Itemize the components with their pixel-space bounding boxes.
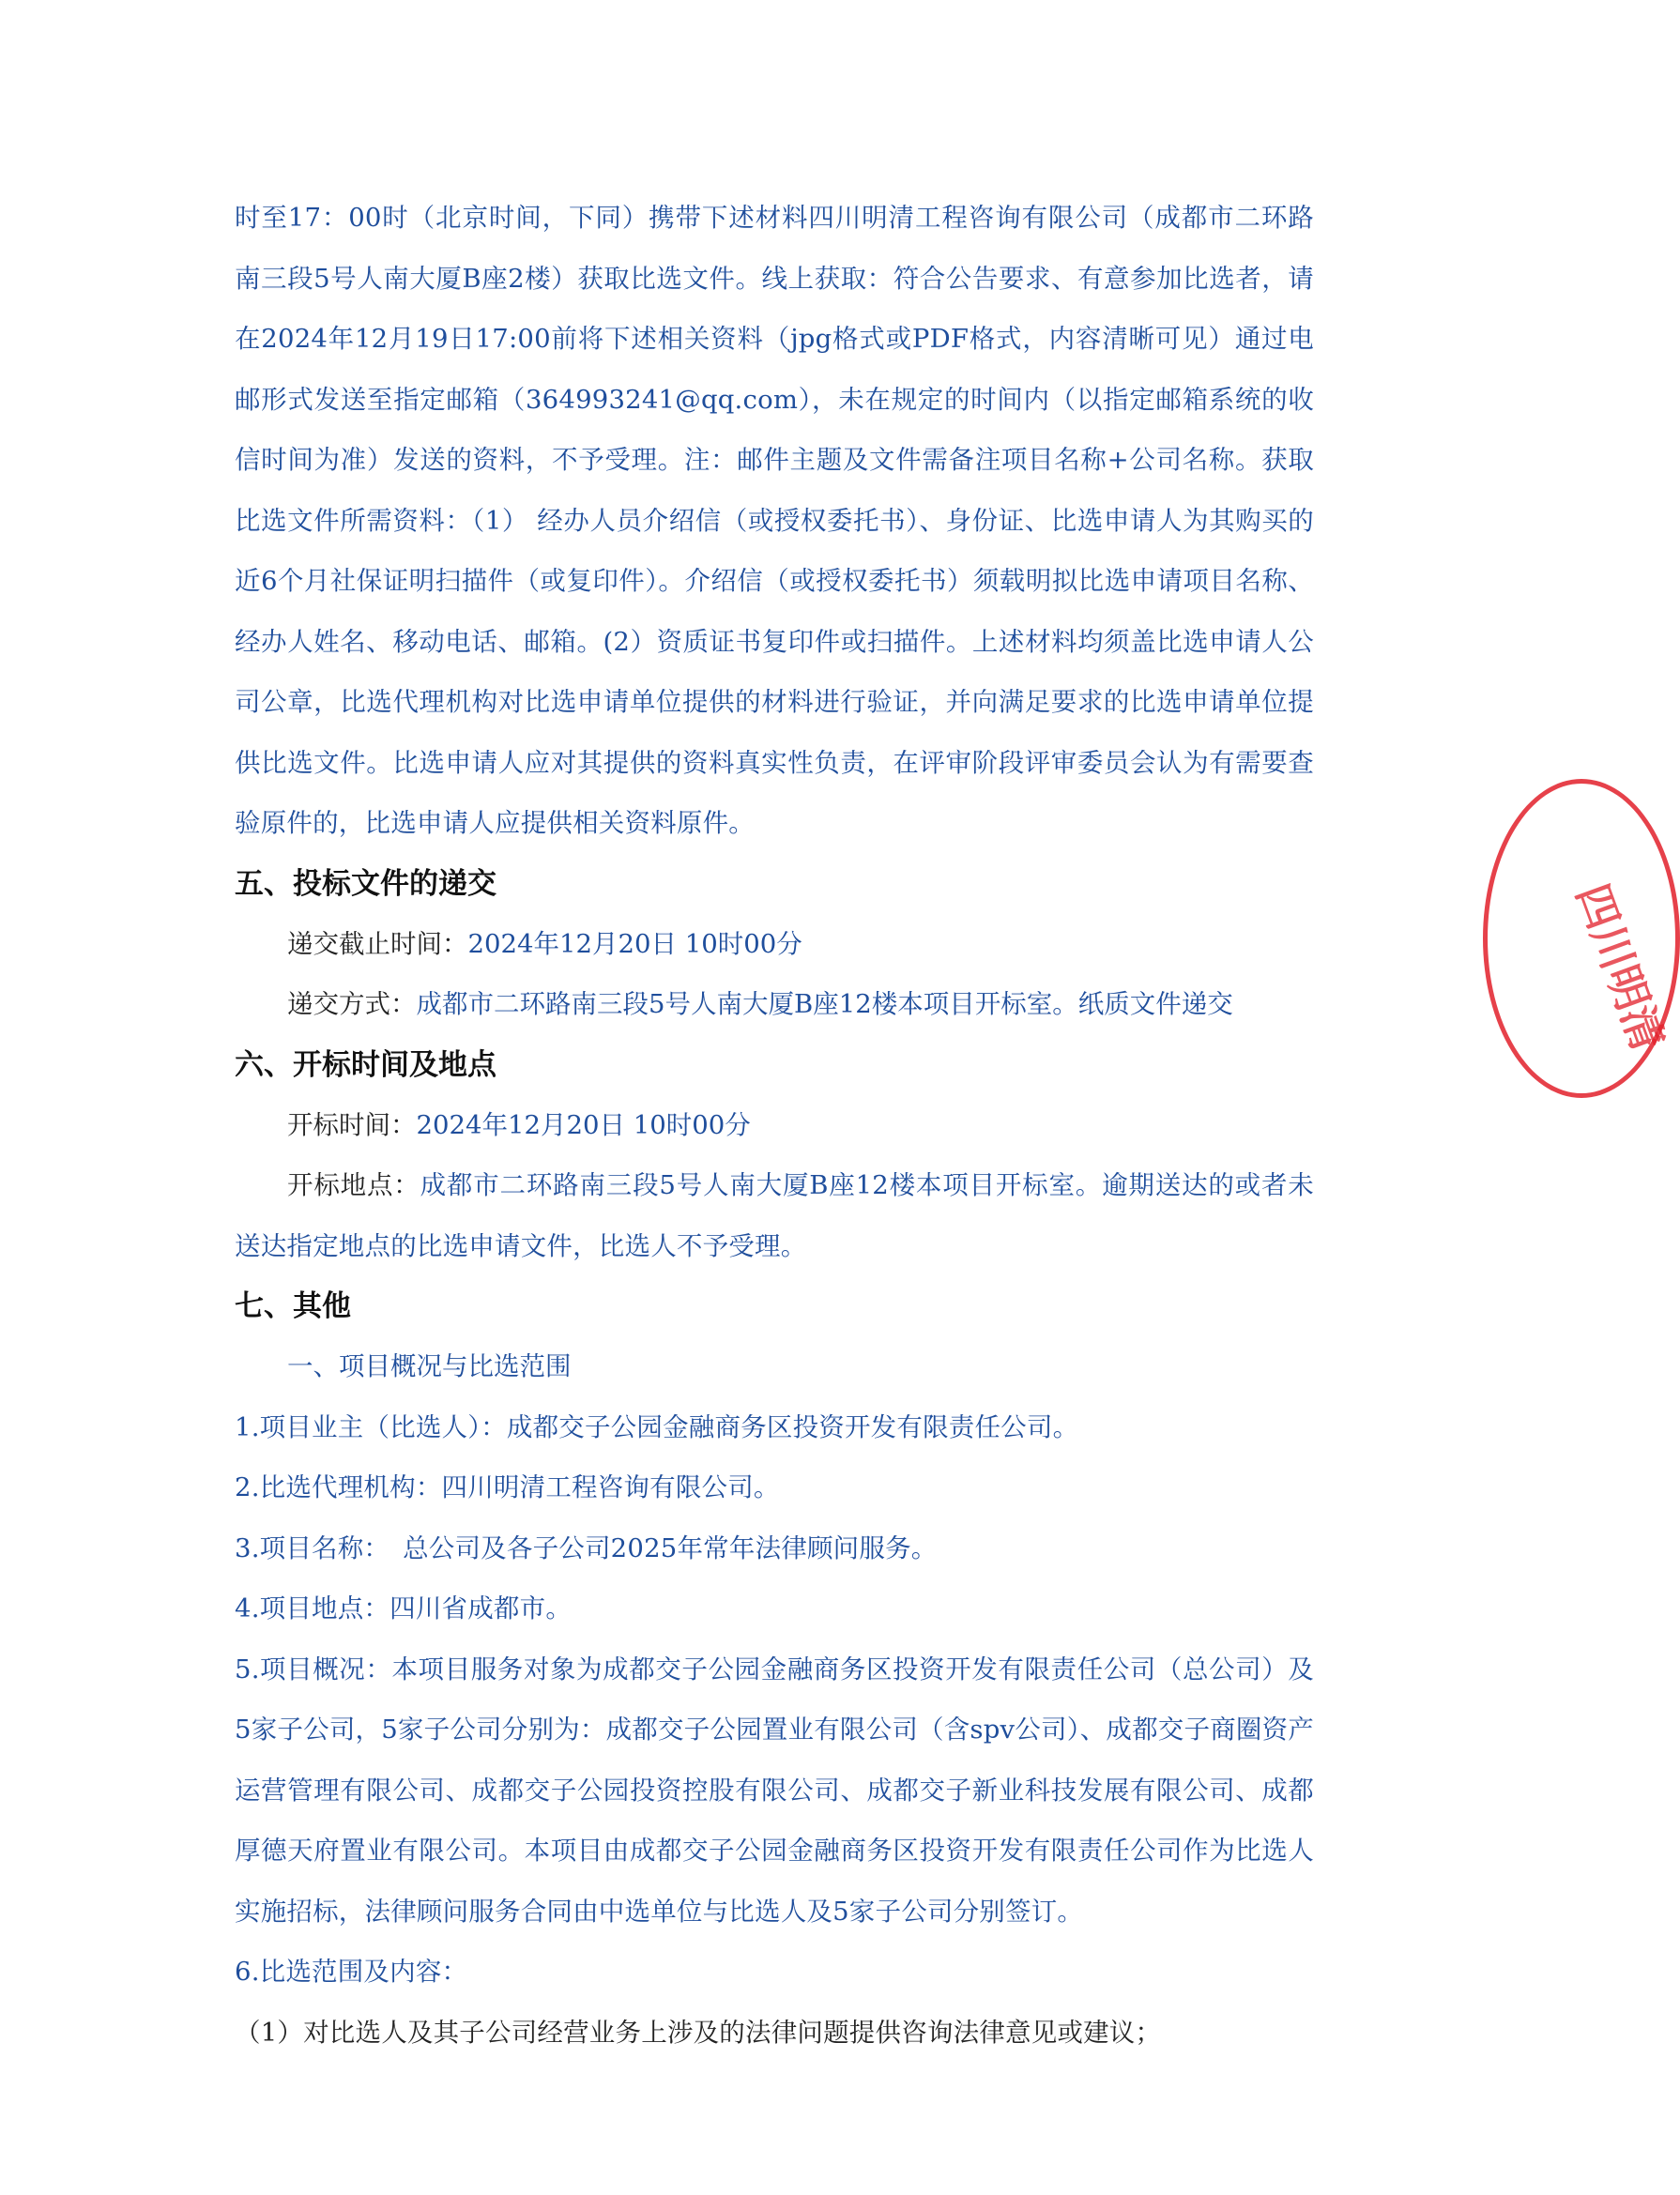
submission-method-value: 成都市二环路南三段5号人南大厦B座12楼本项目开标室。纸质文件递交	[416, 989, 1233, 1019]
list-item-7: （1）对比选人及其子公司经营业务上涉及的法律问题提供咨询法律意见或建议；	[235, 2017, 1162, 2048]
opening-place-value: 成都市二环路南三段5号人南大厦B座12楼本项目开标室。逾期送达的或者未送达指定地点的比选申请文件，比选人不予受理。	[235, 1170, 1315, 1261]
opening-time-value: 2024年12月20日 10时00分	[416, 1109, 751, 1140]
list-item-4: 4.项目地点：四川省成都市。	[235, 1593, 573, 1623]
section7-subheading: 一、项目概况与比选范围	[287, 1351, 572, 1381]
opening-place	[235, 1155, 1314, 1276]
list-item-1: 1.项目业主（比选人）：成都交子公园金融商务区投资开发有限责任公司。	[235, 1411, 1079, 1442]
submission-deadline-value: 2024年12月20日 10时00分	[467, 928, 802, 959]
list-item-2: 2.比选代理机构：四川明清工程咨询有限公司。	[235, 1472, 780, 1502]
opening-time	[235, 1095, 1314, 1156]
opening-time-label: 开标时间：	[287, 1109, 417, 1140]
submission-method-label: 递交方式：	[287, 989, 417, 1019]
document-page	[235, 188, 1314, 2063]
company-seal-text: 四川明清	[1566, 877, 1674, 1058]
opening-place-label: 开标地点：	[287, 1170, 420, 1200]
section7-heading: 七、其他	[235, 1289, 351, 1323]
submission-method	[235, 974, 1314, 1035]
list-item-3: 3.项目名称： 总公司及各子公司2025年常年法律顾问服务。	[235, 1532, 938, 1563]
list-item-6: 6.比选范围及内容：	[235, 1957, 468, 1987]
list-item-5: 5.项目概况：本项目服务对象为成都交子公园金融商务区投资开发有限责任公司（总公司）及5家子公司，5家子公司分别为：成都交子公园置业有限公司（含spv公司）、成都交子商圈资产运营管理有限公司、成都交子公园投资控股有限公司、成都交子新业科技发展有限公司、成都厚德天府置业有限公司。本项目由成都交子公园金融商务区投资开发有限责任公司作为比选人实施招标，法律顾问服务合同由中选单位与比选人及5家子公司分别签订。	[235, 1654, 1314, 1927]
submission-deadline-label: 递交截止时间：	[287, 928, 468, 959]
section6-heading: 六、开标时间及地点	[235, 1047, 496, 1082]
submission-deadline	[235, 914, 1314, 975]
intro-paragraph: 时至17：00时（北京时间，下同）携带下述材料四川明清工程咨询有限公司（成都市二环路南三段5号人南大厦B座2楼）获取比选文件。线上获取：符合公告要求、有意参加比选者，请在2024年12月19日17:00前将下述相关资料（jpg格式或PDF格式，内容清晰可见）通过电邮形式发送至指定邮箱（364993241@qq.com），未在规定的时间内（以指定邮箱系统的收信时间为准）发送的资料，不予受理。注：邮件主题及文件需备注项目名称+公司名称。获取比选文件所需资料：（1） 经办人员介绍信（或授权委托书）、身份证、比选申请人为其购买的近6个月社保证明扫描件（或复印件）。介绍信（或授权委托书）须载明拟比选申请项目名称、经办人姓名、移动电话、邮箱。(2）资质证书复印件或扫描件。上述材料均须盖比选申请人公司公章，比选代理机构对比选申请单位提供的材料进行验证，并向满足要求的比选申请单位提供比选文件。比选申请人应对其提供的资料真实性负责，在评审阶段评审委员会认为有需要查验原件的，比选申请人应提供相关资料原件。	[235, 203, 1314, 838]
section5-heading: 五、投标文件的递交	[235, 866, 496, 901]
